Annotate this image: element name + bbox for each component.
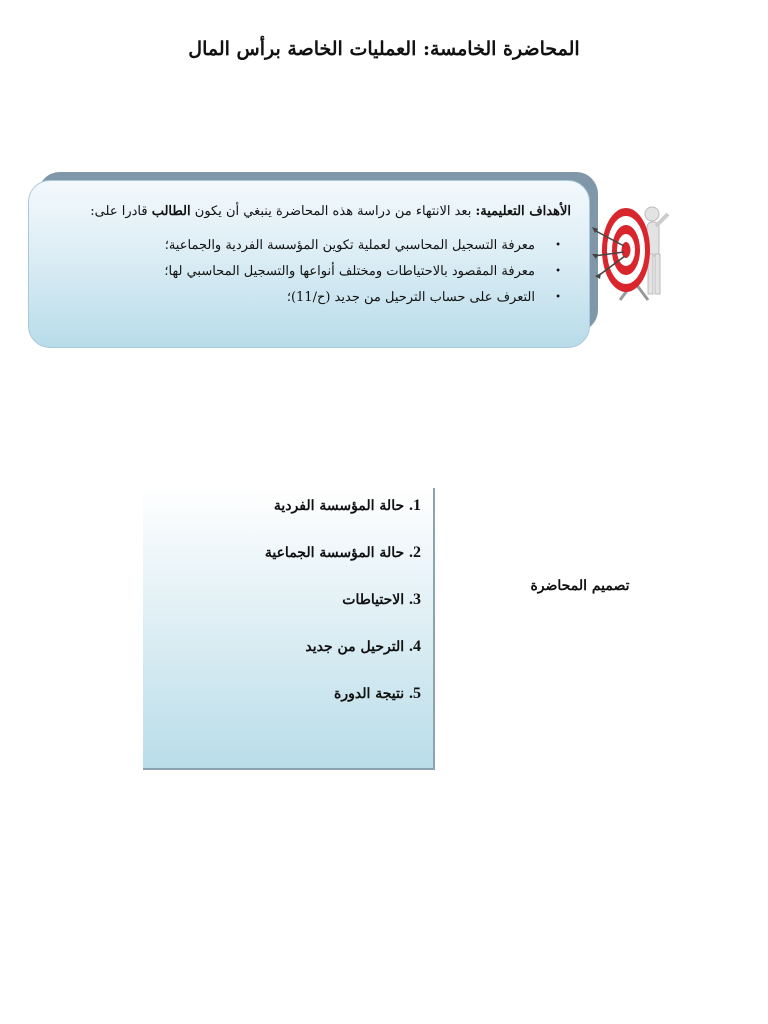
objective-item bbox=[47, 285, 561, 311]
outline-item-text: حالة المؤسسة الفردية bbox=[273, 498, 409, 514]
objective-item bbox=[47, 259, 561, 285]
objectives-intro bbox=[47, 201, 571, 223]
outline-item-number: 1. bbox=[409, 497, 421, 514]
objectives-intro-after: قادرا على: bbox=[90, 204, 152, 219]
objectives-box bbox=[28, 180, 590, 348]
page-title: المحاضرة الخامسة: العمليات الخاصة برأس المال bbox=[188, 38, 580, 60]
bullet-icon: • bbox=[555, 292, 561, 303]
outline-item bbox=[143, 537, 421, 584]
outline-item bbox=[143, 490, 421, 537]
outline-item-number: 5. bbox=[409, 685, 421, 702]
outline-item bbox=[143, 678, 421, 725]
outline-item-number: 3. bbox=[409, 591, 421, 608]
lecture-outline-label: تصميم المحاضرة bbox=[530, 578, 630, 594]
lecture-outline-list bbox=[143, 490, 421, 725]
outline-item-number: 4. bbox=[409, 638, 421, 655]
outline-item bbox=[143, 584, 421, 631]
objective-text: معرفة التسجيل المحاسبي لعملية تكوين المؤسسة الفردية والجماعية؛ bbox=[164, 238, 535, 253]
outline-item-text: الترحيل من جديد bbox=[305, 639, 409, 655]
objectives-student-word: الطالب bbox=[151, 204, 191, 219]
outline-item-text: الاحتياطات bbox=[342, 592, 409, 608]
outline-item-text: نتيجة الدورة bbox=[334, 686, 409, 702]
outline-item-number: 2. bbox=[409, 544, 421, 561]
objective-text: معرفة المقصود بالاحتياطات ومختلف أنواعها والتسجيل المحاسبي لها؛ bbox=[164, 264, 535, 279]
bullet-icon: • bbox=[555, 240, 561, 251]
outline-item-text: حالة المؤسسة الجماعية bbox=[264, 545, 409, 561]
outline-item bbox=[143, 631, 421, 678]
objective-text: التعرف على حساب الترحيل من جديد (ح/11)؛ bbox=[286, 290, 535, 305]
objectives-list bbox=[47, 233, 571, 311]
lecture-outline-box bbox=[143, 488, 435, 770]
objective-item bbox=[47, 233, 561, 259]
bullet-icon: • bbox=[555, 266, 561, 277]
target-with-arrows-icon bbox=[592, 196, 672, 306]
objectives-label: الأهداف التعليمية: bbox=[475, 204, 571, 219]
objectives-intro-before: بعد الانتهاء من دراسة هذه المحاضرة ينبغي أن يكون bbox=[190, 204, 476, 219]
